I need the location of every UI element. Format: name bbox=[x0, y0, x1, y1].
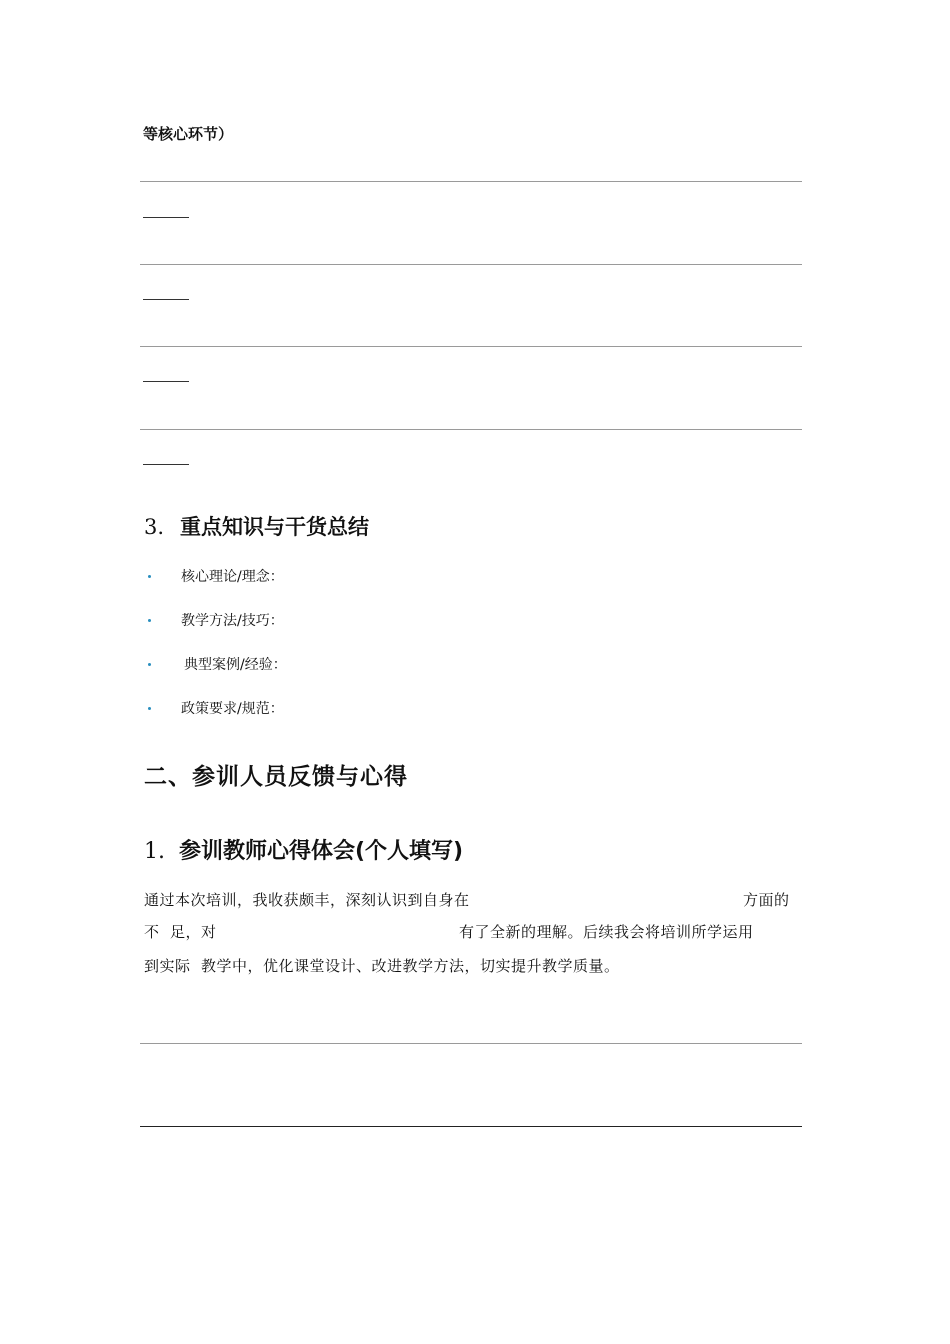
bullet-label: 教学方法/技巧： bbox=[181, 613, 284, 629]
bullet-dot-icon bbox=[148, 707, 151, 710]
fill-line bbox=[140, 264, 802, 265]
subsection-title: 参训教师心得体会(个人填写) bbox=[179, 839, 464, 864]
para-line-1b: 方面的 bbox=[743, 891, 790, 909]
bullet-item bbox=[148, 566, 284, 586]
subsection-number: 1. bbox=[144, 839, 165, 864]
fill-line bbox=[140, 1126, 802, 1127]
para-line-2a: 不 足，对 bbox=[144, 923, 217, 941]
bullet-item bbox=[148, 654, 287, 674]
para-line-2b: 有了全新的理解。后续我会将培训所学运用 bbox=[459, 923, 754, 941]
para-line-3: 到实际 教学中，优化课堂设计、改进教学方法，切实提升教学质量。 bbox=[144, 957, 620, 975]
section-3-heading bbox=[144, 511, 369, 541]
section-number: 3. bbox=[144, 515, 165, 539]
bullet-item bbox=[148, 698, 284, 718]
para-line-1a: 通过本次培训，我收获颇丰，深刻认识到自身在 bbox=[144, 891, 470, 909]
short-underline bbox=[143, 217, 189, 218]
short-underline bbox=[143, 299, 189, 300]
bullet-label: 核心理论/理念： bbox=[181, 569, 284, 585]
section-title: 重点知识与干货总结 bbox=[180, 515, 370, 539]
fill-line bbox=[140, 181, 802, 182]
bullet-item bbox=[148, 610, 284, 630]
bullet-dot-icon bbox=[148, 663, 151, 666]
bullet-dot-icon bbox=[148, 575, 151, 578]
bullet-label: 典型案例/经验： bbox=[184, 657, 287, 673]
intro-text: 等核心环节） bbox=[143, 125, 234, 143]
fill-line bbox=[140, 429, 802, 430]
fill-line bbox=[140, 1043, 802, 1044]
short-underline bbox=[143, 464, 189, 465]
subsection-1-heading bbox=[144, 834, 463, 865]
fill-line bbox=[140, 346, 802, 347]
section-two-heading: 二、参训人员反馈与心得 bbox=[144, 764, 408, 790]
bullet-dot-icon bbox=[148, 619, 151, 622]
short-underline bbox=[143, 381, 189, 382]
bullet-label: 政策要求/规范： bbox=[181, 701, 284, 717]
